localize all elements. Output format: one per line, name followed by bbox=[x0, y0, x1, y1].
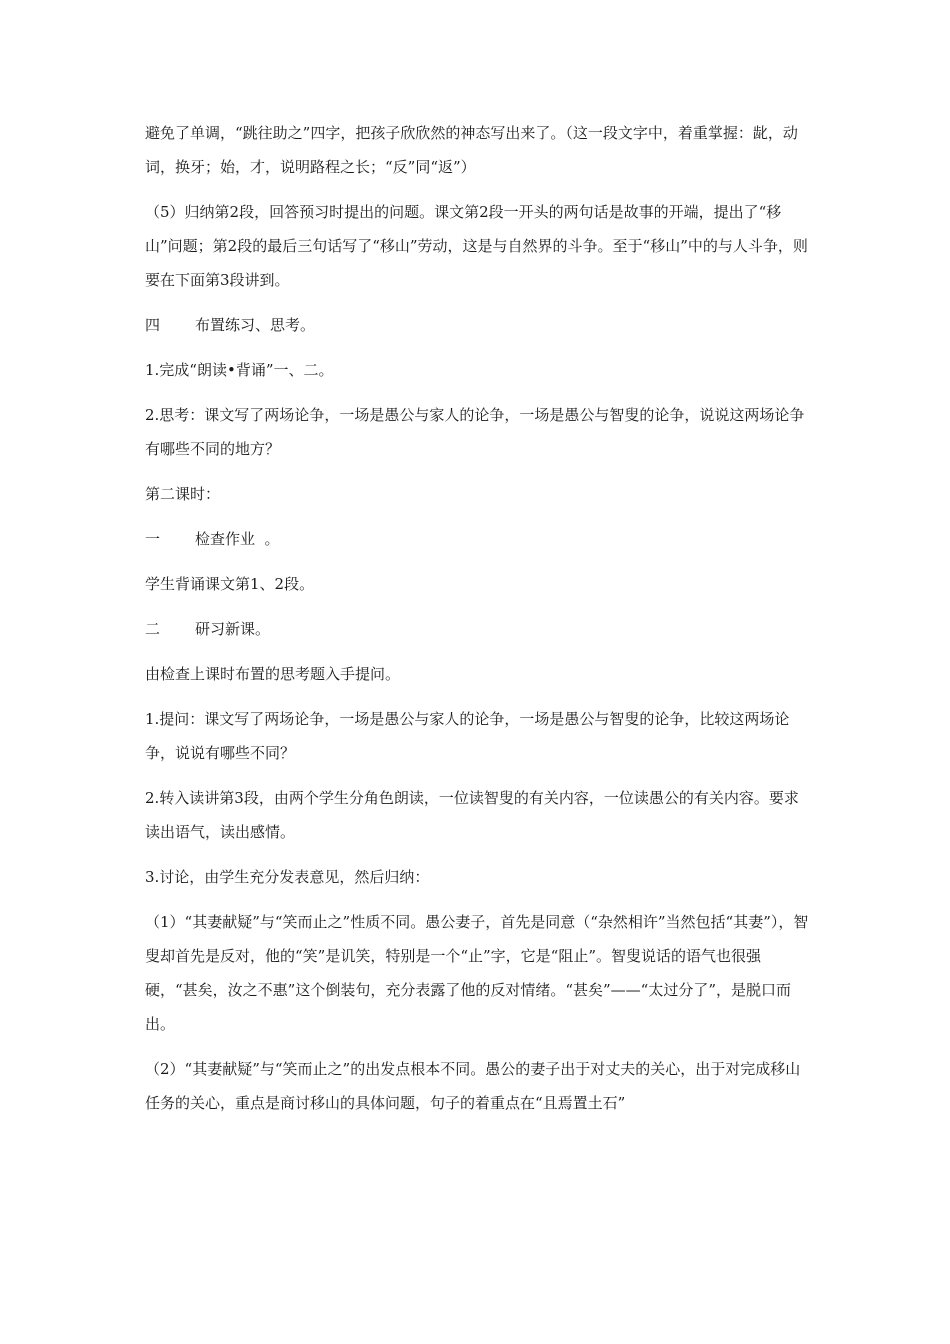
section-title: 布置练习、思考。 bbox=[195, 316, 316, 334]
list-item: （1）“其妻献疑”与“笑而止之”性质不同。愚公妻子，首先是同意（“杂然相许”当然包括“其妻”），智叟却首先是反对，他的“笑”是讥笑，特别是一个“止”字，它是“阻止”。智叟说话的语气也很强硬，“甚矣，汝之不惠”这个倒装句，充分表露了他的反对情绪。“甚矣”——“太过分了”，是脱口而出。 bbox=[145, 913, 809, 1033]
exercise-item: 1.完成“朗读•背诵”一、二。 bbox=[145, 361, 334, 379]
section-number: 一 bbox=[145, 530, 161, 548]
lesson-title: 第二课时： bbox=[145, 485, 221, 503]
section-number: 四 bbox=[145, 316, 161, 334]
paragraph: 避免了单调，“跳往助之”四字，把孩子欣欣然的神态写出来了。（这一段文字中，着重掌握：龀，动词，换牙；始，才，说明路程之长；“反”同“返”） bbox=[145, 124, 798, 176]
paragraph: （5）归纳第2段，回答预习时提出的问题。课文第2段一开头的两句话是故事的开端，提出了“移山”问题；第2段的最后三句话写了“移山”劳动，这是与自然界的斗争。至于“移山”中的与人斗争，则要在下面第3段讲到。 bbox=[145, 203, 808, 289]
list-item: 1.提问：课文写了两场论争，一场是愚公与家人的论争，一场是愚公与智叟的论争，比较这两场论争，说说有哪些不同？ bbox=[145, 710, 790, 762]
exercise-item: 2.思考：课文写了两场论争，一场是愚公与家人的论争，一场是愚公与智叟的论争，说说这两场论争有哪些不同的地方？ bbox=[145, 406, 805, 458]
section-title: 研习新课。 bbox=[195, 620, 271, 638]
paragraph: 学生背诵课文第1、2段。 bbox=[145, 575, 315, 593]
list-item: 3.讨论，由学生充分发表意见，然后归纳： bbox=[145, 868, 430, 886]
section-title: 检查作业 。 bbox=[195, 530, 280, 548]
list-item: （2）“其妻献疑”与“笑而止之”的出发点根本不同。愚公的妻子出于对丈夫的关心，出于对完成移山任务的关心，重点是商讨移山的具体问题，句子的着重点在“且焉置土石” bbox=[145, 1060, 801, 1112]
section-heading bbox=[145, 612, 813, 646]
document-page bbox=[145, 116, 813, 1131]
section-heading bbox=[145, 522, 813, 556]
paragraph: 由检查上课时布置的思考题入手提问。 bbox=[145, 665, 401, 683]
section-number: 二 bbox=[145, 620, 161, 638]
list-item: 2.转入读讲第3段，由两个学生分角色朗读，一位读智叟的有关内容，一位读愚公的有关内容。要求读出语气，读出感情。 bbox=[145, 789, 799, 841]
section-heading bbox=[145, 308, 813, 342]
